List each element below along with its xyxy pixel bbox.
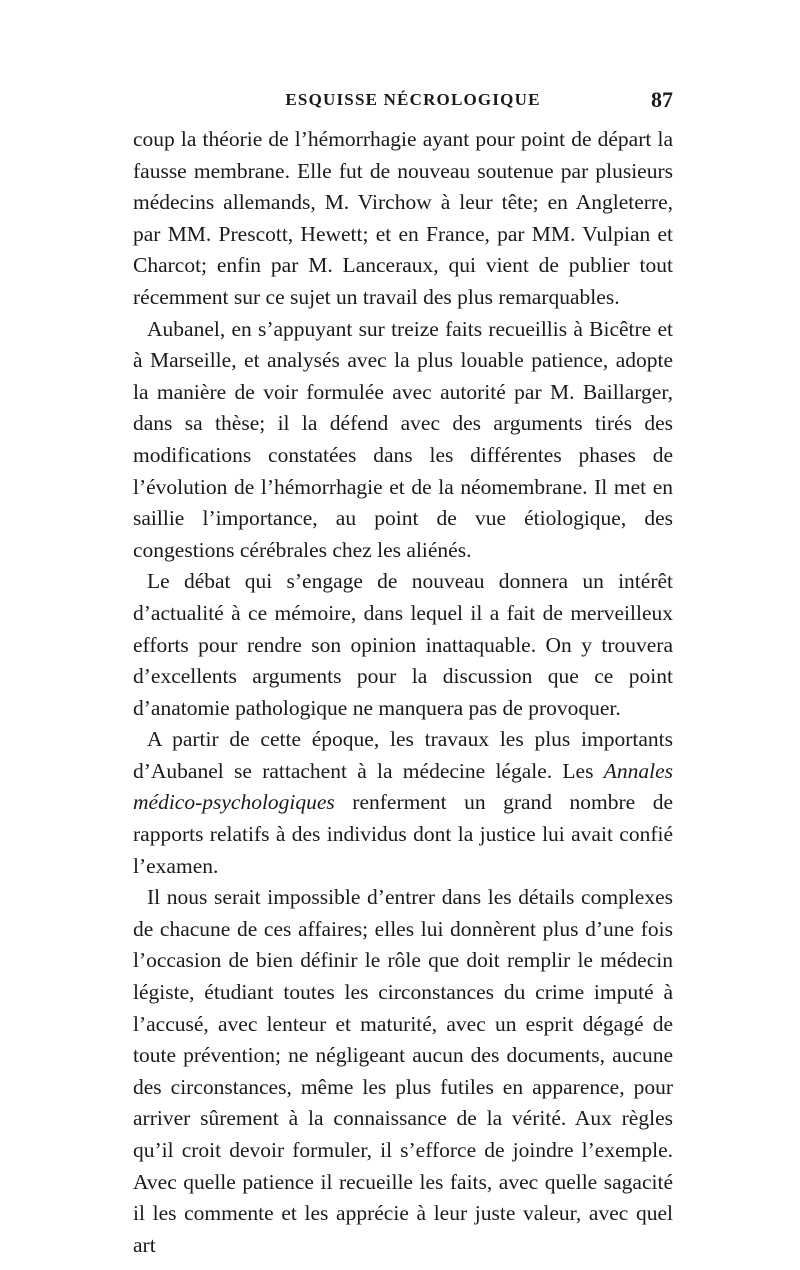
paragraph-2: Aubanel, en s’appuyant sur treize faits recueillis à Bicêtre et à Marseille, et analysés avec la plus louable patience, adopte la manière de voir formulée avec autorité par M. Baillarger, dans sa thèse; il la défend avec des arguments tirés des modifications constatées dans les différentes phases de l’évolution de l’hémorrhagie et de la néomembrane. Il met en saillie l’importance, au point de vue étiologique, des congestions cérébrales chez les aliénés. <box>133 316 673 562</box>
paragraph-4 <box>133 724 673 882</box>
page-number: 87 <box>651 87 673 112</box>
paragraph-1: coup la théorie de l’hémorrhagie ayant pour point de départ la fausse membrane. Elle fut de nouveau soutenue par plusieurs médecins allemands, M. Virchow à leur tête; en Angleterre, par MM. Prescott, Hewett; et en France, par MM. Vulpian et Charcot; enfin par M. Lanceraux, qui vient de publier tout récemment sur ce sujet un travail des plus remarquables. <box>133 127 673 309</box>
paragraph-4-text-end: renferment un grand nombre de rapports relatifs à des individus dont la justice lui avait confié l’examen. <box>133 790 673 878</box>
paragraph-4-text-start: A partir de cette époque, les travaux les plus importants d’Aubanel se rattachent à la médecine légale. Les <box>133 727 673 783</box>
paragraph-5: Il nous serait impossible d’entrer dans les détails complexes de chacune de ces affaires; elles lui donnèrent plus d’une fois l’occasion de bien définir le rôle que doit remplir le médecin légiste, étudiant toutes les circonstances du crime imputé à l’accusé, avec lenteur et maturité, avec un esprit dégagé de toute prévention; ne négligeant aucun des documents, aucune des circonstances, même les plus futiles en apparence, pour arriver sûrement à la connaissance de la vérité. Aux règles qu’il croit devoir formuler, il s’efforce de joindre l’exemple. Avec quelle patience il recueille les faits, avec quelle sagacité il les commente et les apprécie à leur juste valeur, avec quel art <box>133 885 673 1257</box>
journal-title: Annales médico-psychologiques <box>133 758 673 815</box>
running-title: ESQUISSE NÉCROLOGIQUE <box>285 90 541 109</box>
running-head <box>133 87 673 120</box>
paragraph-3: Le débat qui s’engage de nouveau donnera un intérêt d’actualité à ce mémoire, dans lequel il a fait de merveilleux efforts pour rendre son opinion inattaquable. On y trouvera d’excellents arguments pour la discussion que ce point d’anatomie pathologique ne manquera pas de provoquer. <box>133 569 673 720</box>
body-text <box>133 124 673 1261</box>
